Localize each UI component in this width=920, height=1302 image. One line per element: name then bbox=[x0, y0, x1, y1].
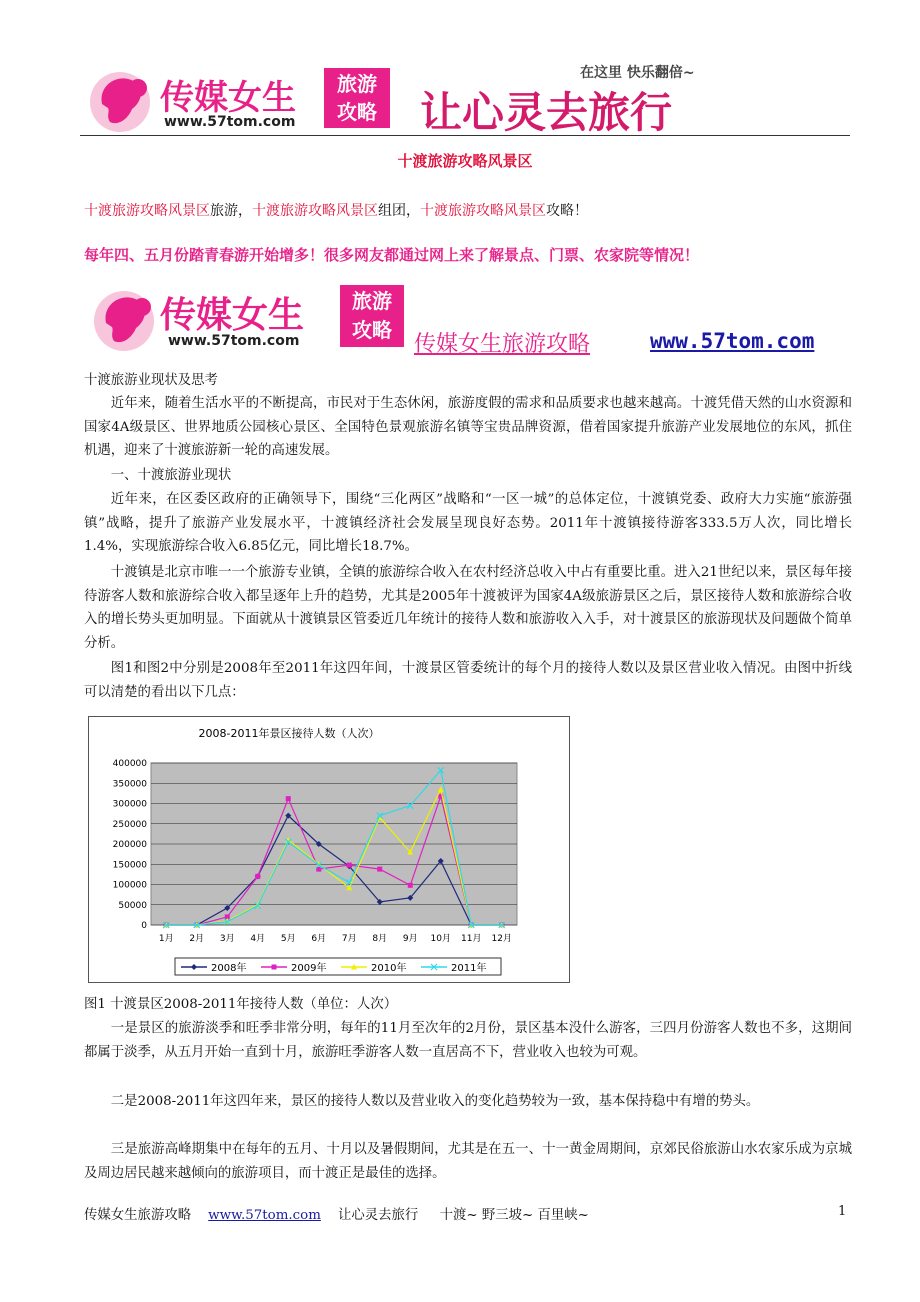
page-footer bbox=[84, 1204, 589, 1223]
chart-title: 2008-2011年景区接待人数（人次） bbox=[198, 727, 380, 740]
tag-badge bbox=[340, 285, 404, 347]
section-heading-1: 一、十渡旅游业现状 bbox=[110, 468, 232, 483]
footer-slogan: 让心灵去旅行 bbox=[337, 1208, 419, 1223]
intro-text-3: 攻略！ bbox=[546, 203, 588, 219]
paragraph-4: 图1和图2中分别是2008年至2011年这四年间，十渡景区管委统计的每个月的接待人数以及景区营业收入情况。由图中折线可以清楚的看出以下几点： bbox=[84, 661, 852, 700]
data-point bbox=[408, 883, 413, 888]
x-tick-label: 6月 bbox=[311, 934, 327, 944]
y-tick-label: 150000 bbox=[112, 860, 147, 871]
x-tick-label: 4月 bbox=[250, 934, 266, 944]
header-banner bbox=[80, 62, 850, 136]
intro-line bbox=[84, 200, 588, 220]
brand-name: 传媒女生 bbox=[160, 295, 305, 336]
x-tick-label: 9月 bbox=[402, 934, 418, 944]
website-link[interactable]: www.57tom.com bbox=[650, 329, 815, 353]
paragraph-2: 近年来，在区委区政府的正确领导下，围绕“三化两区”战略和“一区一城”的总体定位，十渡镇党委、政府大力实施“旅游强镇”战略，提升了旅游产业发展水平，十渡镇经济社会发展呈现良好态势。2011年十渡镇接待游客333.5万人次，同比增长1.4%，实现旅游综合收入6.85亿元，同比增长18.7%。 bbox=[84, 492, 852, 555]
intro-text-2: 组团， bbox=[378, 203, 420, 219]
x-tick-label: 2月 bbox=[189, 934, 205, 944]
brand-url: www.57tom.com bbox=[164, 114, 296, 130]
visitor-chart bbox=[88, 716, 570, 983]
y-tick-label: 250000 bbox=[112, 819, 147, 830]
legend-label: 2010年 bbox=[371, 963, 407, 974]
slogan-big: 让心灵去旅行 bbox=[420, 88, 673, 137]
x-tick-label: 12月 bbox=[491, 934, 512, 944]
header-divider bbox=[80, 135, 850, 136]
footer-brand: 传媒女生旅游攻略 bbox=[84, 1208, 192, 1223]
y-tick-label: 0 bbox=[141, 921, 147, 931]
article-heading: 十渡旅游业现状及思考 bbox=[84, 373, 218, 388]
data-point bbox=[347, 863, 352, 868]
x-tick-label: 1月 bbox=[158, 934, 174, 944]
x-tick-label: 10月 bbox=[430, 934, 451, 944]
x-tick-label: 5月 bbox=[280, 934, 296, 944]
promo-line: 每年四、五月份踏青春游开始增多！很多网友都通过网上来了解景点、门票、农家院等情况！ bbox=[84, 246, 700, 264]
x-tick-label: 11月 bbox=[461, 934, 482, 944]
y-tick-label: 200000 bbox=[112, 840, 147, 850]
paragraph-7: 三是旅游高峰期集中在每年的五月、十月以及暑假期间，尤其是在五一、十一黄金周期间，京郊民俗旅游山水农家乐成为京城及周边居民越来越倾向的旅游项目，而十渡正是最佳的选择。 bbox=[84, 1142, 852, 1181]
girl-logo-icon bbox=[80, 64, 160, 134]
legend-marker bbox=[272, 965, 277, 970]
figure-caption: 图1 十渡景区2008-2011年接待人数（单位：人次） bbox=[84, 997, 398, 1012]
x-tick-label: 3月 bbox=[219, 934, 235, 944]
intro-keyword-3[interactable]: 十渡旅游攻略风景区 bbox=[420, 203, 546, 219]
x-tick-label: 7月 bbox=[341, 934, 357, 944]
girl-logo-icon bbox=[84, 283, 164, 355]
brand-banner bbox=[84, 283, 854, 363]
x-tick-label: 8月 bbox=[372, 934, 388, 944]
data-point bbox=[255, 874, 260, 879]
intro-text-1: 旅游， bbox=[210, 203, 252, 219]
footer-destinations: 十渡~ 野三坡~ 百里峡~ bbox=[439, 1208, 589, 1223]
intro-keyword-2[interactable]: 十渡旅游攻略风景区 bbox=[252, 203, 378, 219]
legend-label: 2011年 bbox=[451, 963, 487, 974]
y-tick-label: 100000 bbox=[112, 880, 147, 891]
paragraph-3: 十渡镇是北京市唯一一个旅游专业镇，全镇的旅游综合收入在农村经济总收入中占有重要比重。进入21世纪以来，景区每年接待游客人数和旅游综合收入都呈逐年上升的趋势，尤其是2005年十渡被评为国家4A级旅游景区之后，景区接待人数和旅游综合收入的增长势头更加明显。下面就从十渡镇景区管委近几年统计的接待人数和旅游收入入手，对十渡景区的旅游现状及问题做个简单分析。 bbox=[84, 565, 852, 651]
footer-link[interactable]: www.57tom.com bbox=[208, 1208, 321, 1223]
legend-label: 2009年 bbox=[291, 963, 327, 974]
tag-badge bbox=[324, 68, 390, 128]
brand-name: 传媒女生 bbox=[160, 78, 296, 118]
brand-link[interactable]: 传媒女生旅游攻略 bbox=[414, 332, 591, 357]
y-tick-label: 50000 bbox=[118, 900, 147, 911]
brand-url: www.57tom.com bbox=[168, 333, 300, 349]
legend-label: 2008年 bbox=[211, 963, 247, 974]
y-tick-label: 300000 bbox=[112, 799, 147, 810]
paragraph-1: 近年来，随着生活水平的不断提高，市民对于生态休闲，旅游度假的需求和品质要求也越来越高。十渡凭借天然的山水资源和国家4A级景区、世界地质公园核心景区、全国特色景观旅游名镇等宝贵品牌资源，借着国家提升旅游产业发展地位的东风，抓住机遇，迎来了十渡旅游新一轮的高速发展。 bbox=[84, 396, 852, 459]
page-number: 1 bbox=[838, 1204, 847, 1219]
tag-text: 旅游攻略 bbox=[337, 72, 377, 124]
y-tick-label: 350000 bbox=[112, 779, 147, 790]
line-chart bbox=[89, 717, 569, 982]
paragraph-5: 一是景区的旅游淡季和旺季非常分明，每年的11月至次年的2月份，景区基本没什么游客，三四月份游客人数也不多，这期间都属于淡季，从五月开始一直到十月，旅游旺季游客人数一直居高不下，营业收入也较为可观。 bbox=[84, 1021, 852, 1060]
data-point bbox=[377, 867, 382, 872]
page-title: 十渡旅游攻略风景区 bbox=[397, 152, 533, 170]
data-point bbox=[286, 796, 291, 801]
tag-text: 旅游攻略 bbox=[352, 289, 392, 342]
paragraph-6: 二是2008-2011年这四年来，景区的接待人数以及营业收入的变化趋势较为一致，基本保持稳中有增的势头。 bbox=[110, 1094, 760, 1109]
intro-keyword-1[interactable]: 十渡旅游攻略风景区 bbox=[84, 203, 210, 219]
slogan-small: 在这里 快乐翻倍~ bbox=[580, 65, 695, 81]
y-tick-label: 400000 bbox=[112, 759, 147, 769]
